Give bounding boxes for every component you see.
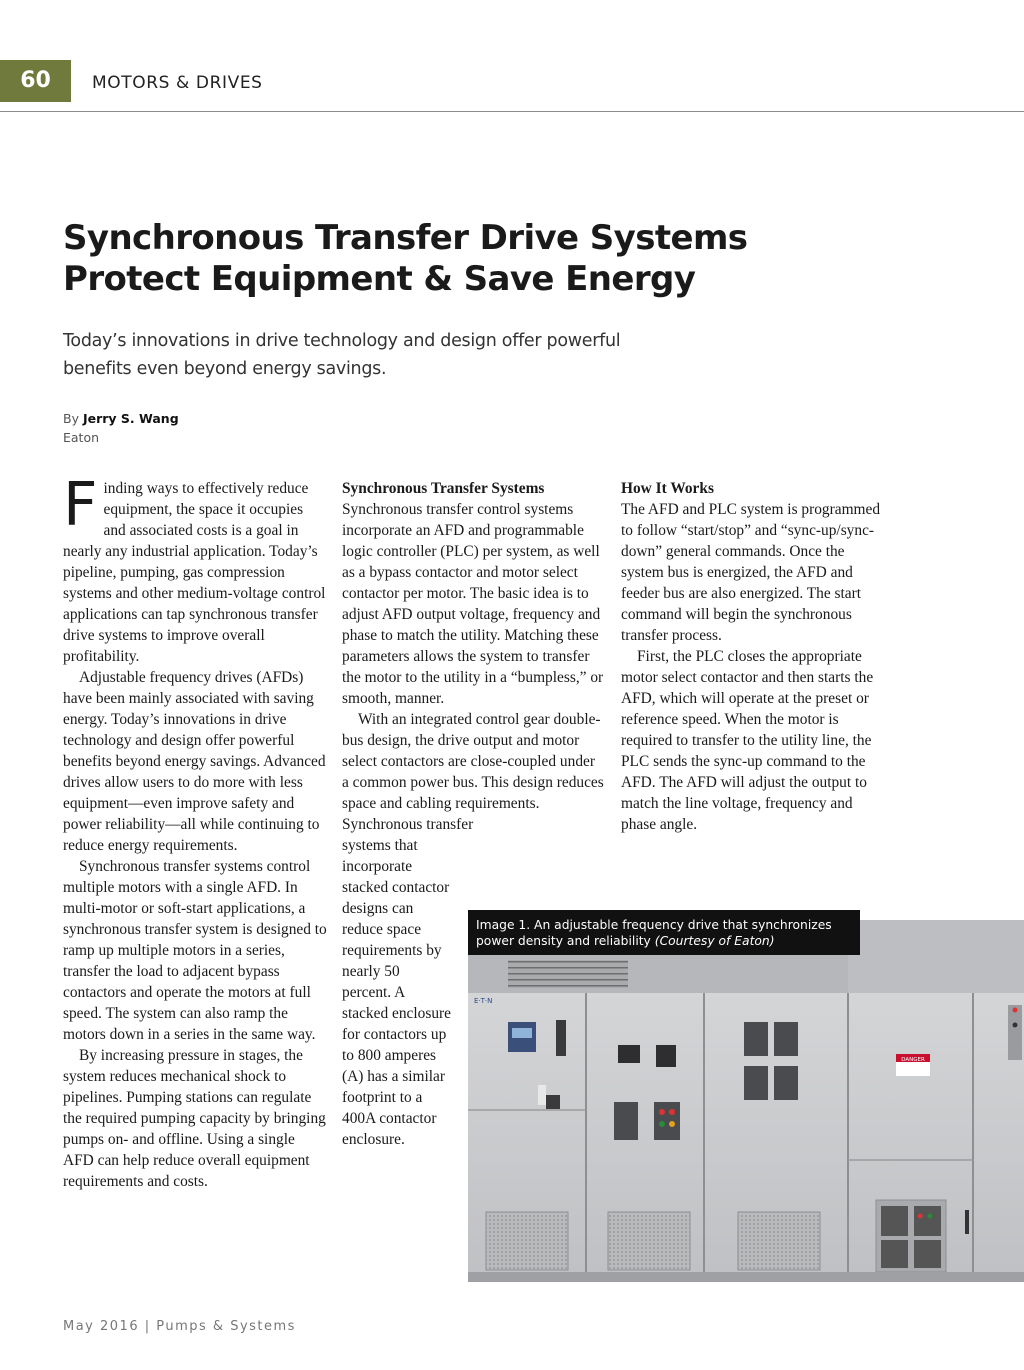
paragraph: First, the PLC closes the appropriate motor select contactor and then starts the AFD, which will operate at the preset or reference speed. When the motor is required to transfer to the utility line, the PLC sends the sync-up command to the AFD. The AFD will adjust the output to match the line voltage, frequency and phase angle. [621,648,874,833]
paragraph: The AFD and PLC system is programmed to follow “start/stop” and “sync-up/sync-down” general commands. Once the system bus is energized, the AFD and feeder bus are also energized. The start command will begin the synchronous transfer process. [621,501,881,644]
section-heading: How It Works [621,480,714,497]
section-heading: Synchronous Transfer Systems [342,480,545,497]
brand-mark: E·T·N [474,997,493,1005]
paragraph [63,470,328,667]
article-deck: Today’s innovations in drive technology and design offer powerful benefits even beyond energy savings. [63,331,621,379]
drop-cap: F [63,470,98,540]
column-3 [621,478,886,835]
paragraph: systems that incorporate stacked contactor designs can reduce space requirements by nearly 50 percent. A stacked enclosure for contactors up to 800 amperes (A) has a similar footprint to a 400A contactor enclosure. [342,837,451,1148]
paragraph: Synchronous transfer systems control multiple motors with a single AFD. In multi-motor or soft-start applications, a synchronous transfer system is designed to ramp up multiple motors in a series, transfer the load to adjacent bypass contactors and operate the motors at full speed. The system can also ramp the motors down in a series in the same way. [63,858,327,1043]
footer-separator: | [144,1319,151,1334]
figure-caption [468,910,860,955]
title-line-2: Protect Equipment & Save Energy [63,259,696,299]
paragraph: Synchronous transfer control systems incorporate an AFD and programmable logic controller (PLC) per system, as well as a bypass contactor and motor select contactor per motor. The basic idea is to adjust AFD output voltage, frequency and phase to match the utility. Matching these parameters allows the system to transfer the motor to the utility in a “bumpless,” or smooth, manner. [342,501,604,707]
page-number: 60 [0,60,71,102]
article-title [63,218,763,300]
byline-prefix: By [63,411,79,426]
publication-name: Pumps & Systems [156,1319,296,1334]
paragraph-text: inding ways to effectively reduce equipment, the space it occupies and associated costs is a goal in nearly any industrial application. Today’s pipeline, pumping, gas compression systems and other medium-voltage control applications can tap synchronous transfer drive systems to improve overall profitability. [63,480,326,665]
paragraph: By increasing pressure in stages, the system reduces mechanical shock to pipelines. Pumping stations can regulate the required pumping capacity by bringing pumps on- and offline. Using a single AFD can help reduce overall equipment requirements and costs. [63,1047,326,1190]
caption-text: Image 1. An adjustable frequency drive that synchronizes power density and reliability [476,918,832,948]
section-title: MOTORS & DRIVES [92,73,263,93]
paragraph: Adjustable frequency drives (AFDs) have been mainly associated with saving energy. Today’s innovations in drive technology and design offer powerful benefits beyond energy savings. Advanced drives allow users to do more with less equipment—even improve safety and power reliability—all while continuing to reduce energy requirements. [63,669,326,854]
switchgear-illustration [468,910,1024,1282]
author-company: Eaton [63,430,100,445]
column-1 [63,470,328,1192]
author-name: Jerry S. Wang [82,411,179,426]
title-line-1: Synchronous Transfer Drive Systems [63,218,748,258]
danger-label: DANGER [901,1057,925,1063]
page-footer [63,1319,296,1334]
issue-date: May 2016 [63,1319,140,1334]
byline [63,409,363,447]
caption-credit: (Courtesy of Eaton) [654,934,775,948]
switchgear-photo [468,910,1024,1282]
paragraph: With an integrated control gear double-bus design, the drive output and motor select contactors are close-coupled under a common power bus. This design reduces space and cabling requirements. Synchronous transfer [342,711,604,833]
page-header [0,60,1024,112]
